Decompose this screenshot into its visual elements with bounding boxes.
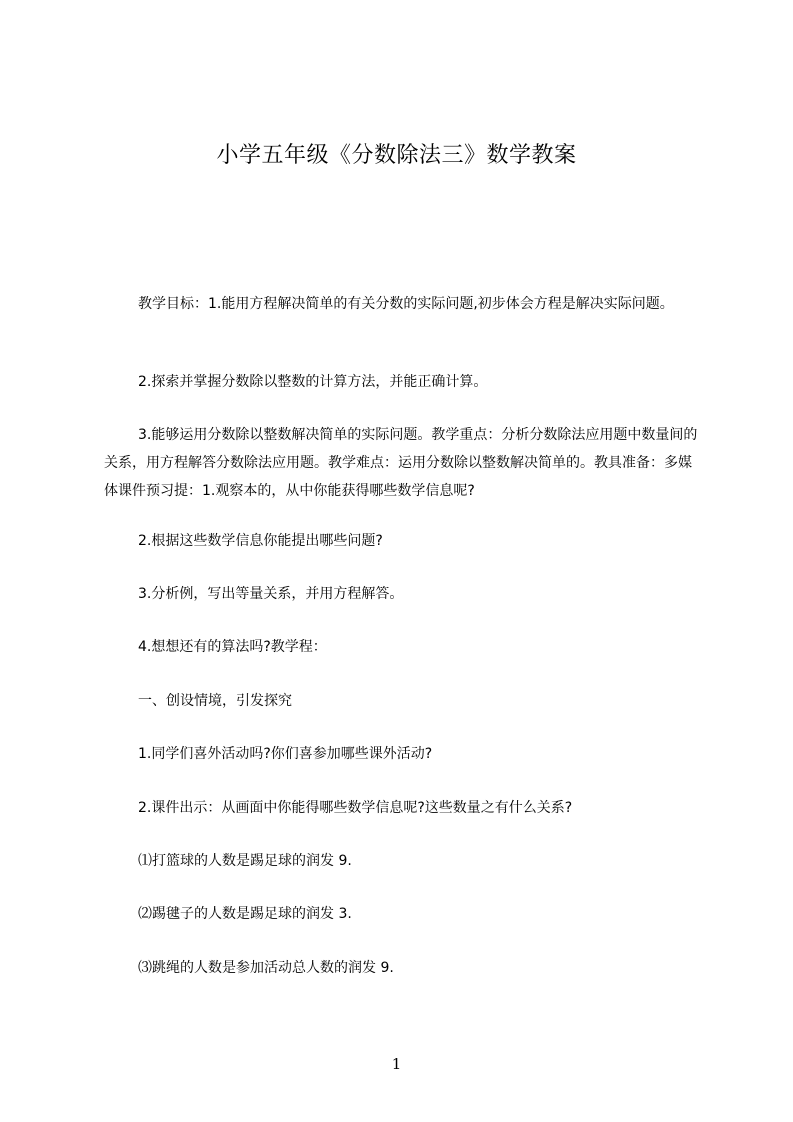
- paragraph-question-3: 3.分析例，写出等量关系，并用方程解答。: [138, 586, 404, 602]
- paragraph-step-1: 1.同学们喜外活动吗?你们喜参加哪些课外活动?: [138, 746, 433, 762]
- page-number: 1: [391, 1055, 402, 1073]
- paragraph-objective-2: 2.探索并掌握分数除以整数的计算方法，并能正确计算。: [138, 374, 488, 390]
- list-item-3: ⑶跳绳的人数是参加活动总人数的润发 9.: [138, 960, 394, 976]
- paragraph-question-4: 4.想想还有的算法吗?教学程：: [138, 639, 327, 655]
- paragraph-step-2: 2.课件出示：从画面中你能得哪些数学信息呢?这些数量之有什么关系?: [138, 800, 573, 816]
- list-item-2: ⑵踢毽子的人数是踢足球的润发 3.: [138, 906, 352, 922]
- paragraph-question-2: 2.根据这些数学信息你能提出哪些问题?: [138, 533, 383, 549]
- paragraph-objective-3: 3.能够运用分数除以整数解决简单的实际问题。教学重点：分析分数除法应用题中数量间的关系，用方程解答分数除法应用题。教学难点：运用分数除以整数解决简单的。教具准备：多媒体课件预习提：1.观察本的，从中你能获得哪些数学信息呢?: [104, 427, 698, 499]
- document-title: 小学五年级《分数除法三》数学教案: [216, 143, 577, 168]
- list-item-1: ⑴打篮球的人数是踢足球的润发 9.: [138, 853, 352, 869]
- paragraph-objectives: 教学目标：1.能用方程解决简单的有关分数的实际问题,初步体会方程是解决实际问题。: [138, 296, 674, 312]
- section-heading-1: 一、创设情境，引发探究: [138, 693, 292, 709]
